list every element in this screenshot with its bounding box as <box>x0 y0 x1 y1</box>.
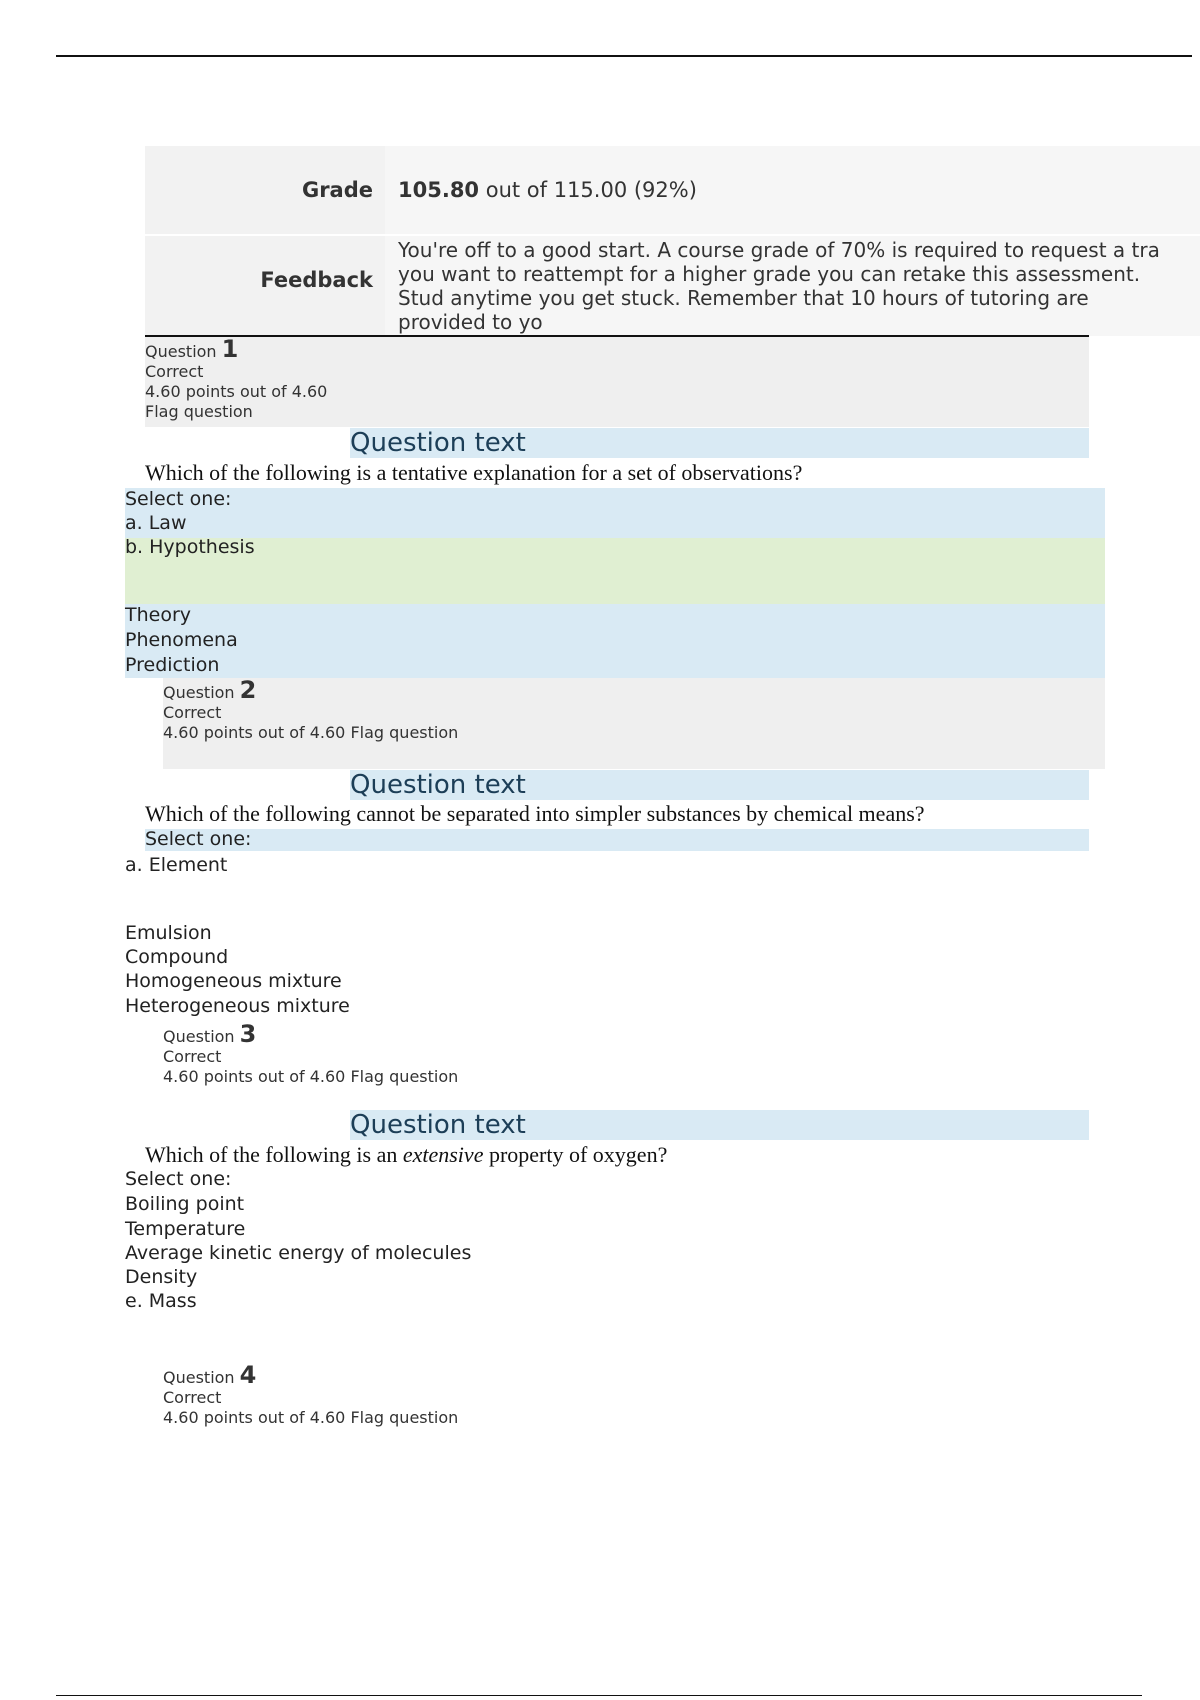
grade-out-of: out of 115.00 (92%) <box>479 178 697 202</box>
question-2-text-header: Question text <box>350 770 1089 800</box>
question-1-answer-area <box>125 488 1105 538</box>
question-number: 3 <box>239 1020 257 1048</box>
question-state: Correct <box>145 362 204 381</box>
answer-option-average-kinetic-energy[interactable]: Average kinetic energy of molecules <box>125 1242 472 1264</box>
select-one-prompt: Select one: <box>125 1168 232 1190</box>
feedback-label: Feedback <box>260 268 373 292</box>
question-1-answer-area-lower <box>125 604 1105 678</box>
answer-option-emulsion[interactable]: Emulsion <box>125 922 212 944</box>
question-3-text-header: Question text <box>350 1110 1089 1140</box>
bottom-rule <box>56 1695 1142 1696</box>
question-3-text-emphasis: extensive <box>402 1142 484 1167</box>
question-label: Question <box>145 342 217 361</box>
answer-option-temperature[interactable]: Temperature <box>125 1218 246 1240</box>
question-3-text-start: Which of the following is an <box>145 1142 403 1167</box>
question-number: 1 <box>221 335 239 363</box>
question-1-text-header: Question text <box>350 428 1089 458</box>
select-one-prompt: Select one: <box>125 488 232 510</box>
feedback-line: provided to yo <box>398 310 543 334</box>
question-state: Correct <box>163 1388 222 1407</box>
flag-question-link[interactable]: Flag question <box>145 402 253 421</box>
answer-option-boiling-point[interactable]: Boiling point <box>125 1193 245 1215</box>
feedback-line: you want to reattempt for a higher grade you can retake this assessment. <box>398 262 1141 286</box>
answer-option-mass[interactable]: e. Mass <box>125 1290 197 1312</box>
question-state: Correct <box>163 1047 222 1066</box>
question-points: 4.60 points out of 4.60 <box>145 382 328 401</box>
answer-option-phenomena[interactable]: Phenomena <box>125 629 238 651</box>
question-points-flag[interactable]: 4.60 points out of 4.60 Flag question <box>163 1408 459 1427</box>
answer-option-theory[interactable]: Theory <box>125 604 192 626</box>
question-4-info <box>163 1363 863 1433</box>
answer-option-compound[interactable]: Compound <box>125 946 229 968</box>
question-number: 4 <box>239 1361 257 1389</box>
select-one-prompt: Select one: <box>145 828 252 850</box>
answer-option-heterogeneous-mixture[interactable]: Heterogeneous mixture <box>125 995 350 1017</box>
answer-option-law[interactable]: a. Law <box>125 512 187 534</box>
answer-option-element[interactable]: a. Element <box>125 854 228 876</box>
feedback-text <box>398 238 1200 334</box>
question-label: Question <box>163 683 235 702</box>
question-2-select-bar <box>145 829 1089 851</box>
answer-option-prediction[interactable]: Prediction <box>125 654 220 676</box>
grade-score: 105.80 <box>398 178 480 202</box>
question-1-correct-answer-highlight <box>125 538 1105 604</box>
top-rule <box>56 55 1192 57</box>
question-label: Question <box>163 1368 235 1387</box>
question-label: Question <box>163 1027 235 1046</box>
question-3-info <box>163 1022 863 1092</box>
question-number: 2 <box>239 676 257 704</box>
answer-option-hypothesis[interactable]: b. Hypothesis <box>125 536 255 558</box>
feedback-line: Stud anytime you get stuck. Remember that 10 hours of tutoring are <box>398 286 1089 310</box>
question-2-text: Which of the following cannot be separated into simpler substances by chemical means? <box>145 801 925 826</box>
feedback-line: You're off to a good start. A course grade of 70% is required to request a tra <box>398 238 1160 262</box>
question-points-flag[interactable]: 4.60 points out of 4.60 Flag question <box>163 1067 459 1086</box>
answer-option-homogeneous-mixture[interactable]: Homogeneous mixture <box>125 970 342 992</box>
grade-value <box>398 178 697 202</box>
question-3-text <box>145 1142 667 1168</box>
question-1-info <box>145 337 1089 427</box>
question-3-text-end: property of oxygen? <box>483 1142 668 1167</box>
question-1-text: Which of the following is a tentative explanation for a set of observations? <box>145 460 803 485</box>
answer-option-density[interactable]: Density <box>125 1266 198 1288</box>
question-points-flag[interactable]: 4.60 points out of 4.60 Flag question <box>163 723 459 742</box>
grade-label: Grade <box>301 178 373 202</box>
question-state: Correct <box>163 703 222 722</box>
question-2-info <box>163 678 1105 769</box>
